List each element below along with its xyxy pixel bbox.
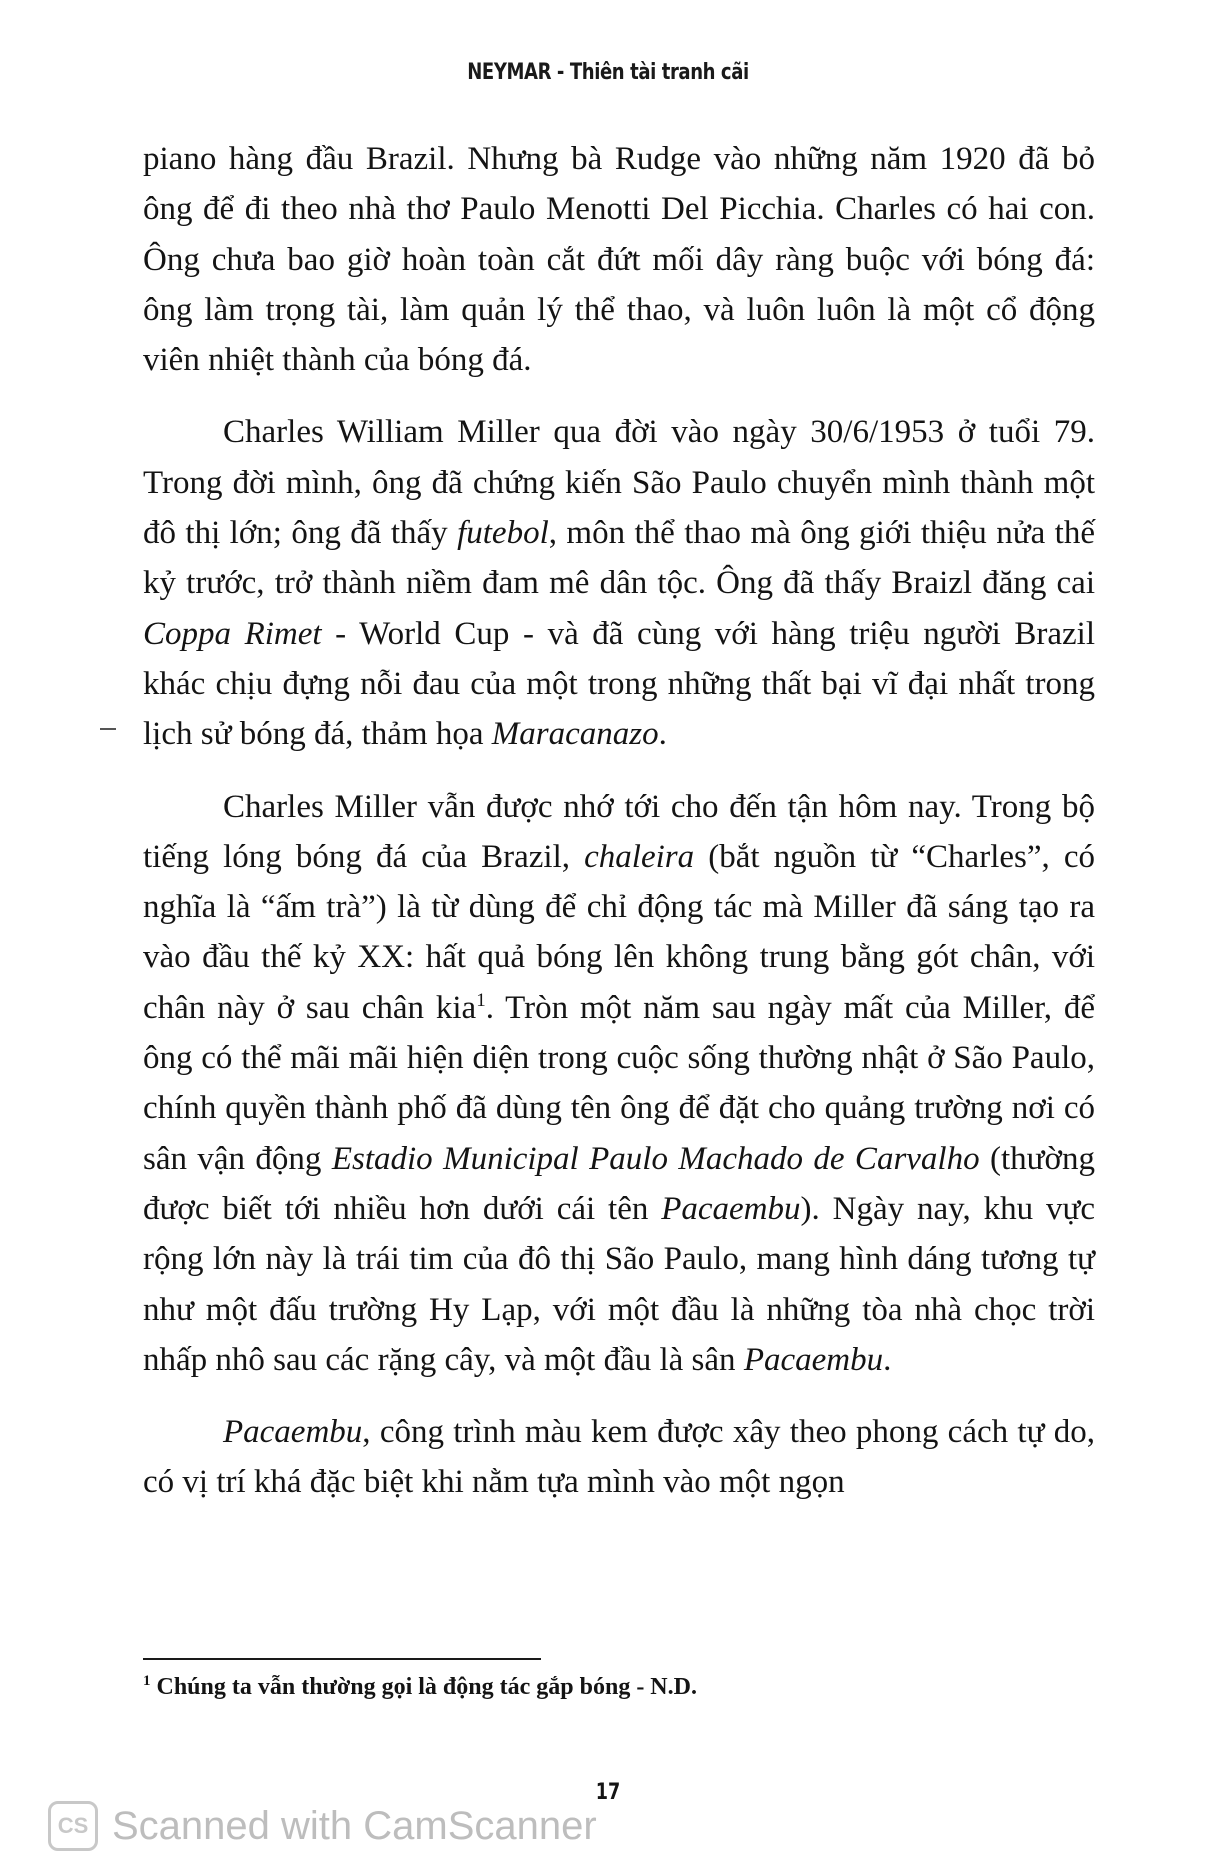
text-run: . [883,1341,892,1378]
italic-run: chaleira [584,838,695,875]
text-run: , công trình màu kem được xây theo phong cách tự do, có vị trí khá đặc biệt khi nằm tựa mình vào một ngọn [143,1414,1095,1501]
footnote [143,1672,1093,1702]
italic-run: Pacaembu [661,1190,801,1227]
text-run: - World Cup - và đã cùng với hàng triệu người Brazil khác chịu đựng nỗi đau của một trong những thất bại vĩ đại nhất trong lịch sử bóng đá, thảm họa [143,615,1096,753]
text-run: . [658,716,667,753]
italic-run: Maracanazo [491,716,659,753]
text-run: (bắt nguồn từ “Charles”, có nghĩa là “ấm trà”) là từ dùng để chỉ động tác mà Miller đã sáng tạo ra vào đầu thế kỷ XX: hất quả bóng lên không trung bằng gót chân, với chân này ở sau chân kia [143,838,1095,1026]
paragraph [143,782,1095,1386]
footnote-rule [143,1658,541,1660]
italic-run: Coppa Rimet [143,615,322,652]
italic-run: Pacaembu [223,1414,363,1451]
camscanner-watermark [48,1798,597,1854]
paragraph [143,1407,1095,1508]
italic-run: futebol [457,515,549,552]
footnote-marker: 1 [143,1673,151,1689]
footnote-text: Chúng ta vẫn thường gọi là động tác gắp bóng - N.D. [156,1674,697,1700]
text-run: Charles Miller vẫn được nhớ tới cho đến tận hôm nay. Trong bộ tiếng lóng bóng đá của Brazil, [143,788,1095,875]
paragraph [143,407,1095,759]
body-text [143,134,1095,1530]
page-number: 17 [595,1780,621,1805]
watermark-text: Scanned with CamScanner [112,1803,597,1848]
italic-run: Estadio Municipal Paulo Machado de Carvalho [331,1140,980,1177]
text-run: ). Ngày nay, khu vực rộng lớn này là trái tim của đô thị São Paulo, mang hình dáng tương tự như một đấu trường Hy Lạp, với một đầu là những tòa nhà chọc trời nhấp nhô sau các rặng cây, và một đầu là sân [143,1190,1095,1378]
text-run: piano hàng đầu Brazil. Nhưng bà Rudge vào những năm 1920 đã bỏ ông để đi theo nhà thơ Paulo Menotti Del Picchia. Charles có hai con. Ông chưa bao giờ hoàn toàn cắt đứt mối dây ràng buộc với bóng đá: ông làm trọng tài, làm quản lý thể thao, và luôn luôn là một cổ động viên nhiệt thành của bóng đá. [143,141,1095,379]
camscanner-logo-icon: CS [48,1801,98,1851]
footnote-reference: 1 [476,989,486,1011]
text-run: . Tròn một năm sau ngày mất của Miller, để ông có thể mãi mãi hiện diện trong cuộc sống thường nhật ở São Paulo, chính quyền thành phố đã dùng tên ông để đặt cho quảng trường nơi có sân vận động [143,989,1095,1177]
text-run: (thường được biết tới nhiều hơn dưới cái tên [143,1140,1096,1227]
running-header: NEYMAR - Thiên tài tranh cãi [467,60,749,85]
text-run: Charles William Miller qua đời vào ngày 30/6/1953 ở tuổi 79. Trong đời mình, ông đã chứng kiến São Paulo chuyển mình thành một đô thị lớn; ông đã thấy [143,414,1095,552]
margin-mark [100,728,116,730]
paragraph [143,134,1095,385]
text-run: , môn thể thao mà ông giới thiệu nửa thế kỷ trước, trở thành niềm đam mê dân tộc. Ông đã thấy Braizl đăng cai [143,515,1095,602]
italic-run: Pacaembu [743,1341,884,1378]
